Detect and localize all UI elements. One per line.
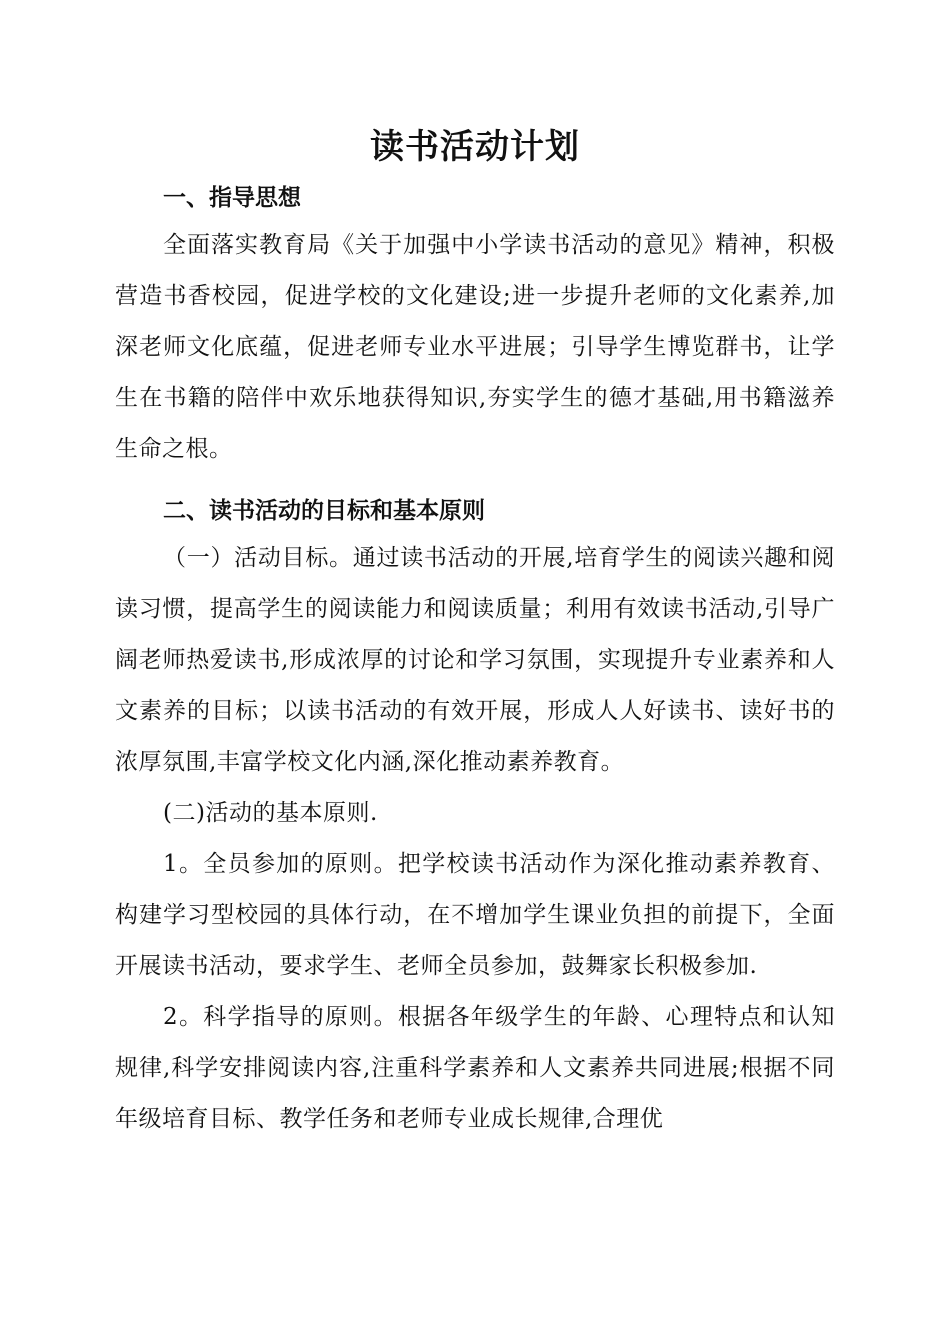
document-title: 读书活动计划 (370, 127, 580, 167)
paragraph-guiding-ideology: 全面落实教育局《关于加强中小学读书活动的意见》精神，积极营造书香校园，促进学校的文化建设;进一步提升老师的文化素养,加深老师文化底蕴，促进老师专业水平进展；引导学生博览群书，让学生在书籍的陪伴中欢乐地获得知识,夯实学生的德才基础,用书籍滋养生命之根。 (115, 232, 835, 462)
paragraph-principle-1: 1。全员参加的原则。把学校读书活动作为深化推动素养教育、构建学习型校园的具体行动，在不增加学生课业负担的前提下，全面开展读书活动，要求学生、老师全员参加，鼓舞家长积极参加. (115, 851, 835, 979)
paragraph-activity-goal: （一）活动目标。通过读书活动的开展,培育学生的阅读兴趣和阅读习惯，提高学生的阅读能力和阅读质量；利用有效读书活动,引导广阔老师热爱读书,形成浓厚的讨论和学习氛围，实现提升专业素养和人文素养的目标；以读书活动的有效开展，形成人人好读书、读好书的浓厚氛围,丰富学校文化内涵,深化推动素养教育。 (115, 545, 835, 775)
paragraph-principle-2: 2。科学指导的原则。根据各年级学生的年龄、心理特点和认知规律,科学安排阅读内容,注重科学素养和人文素养共同进展;根据不同年级培育目标、教学任务和老师专业成长规律,合理优 (115, 1004, 835, 1132)
document-page (115, 122, 835, 1145)
section-heading-goals-principles: 二、读书活动的目标和基本原则 (163, 498, 485, 524)
section-heading-guiding-ideology: 一、指导思想 (163, 185, 301, 211)
paragraph-principles-heading: (二)活动的基本原则. (163, 800, 378, 826)
